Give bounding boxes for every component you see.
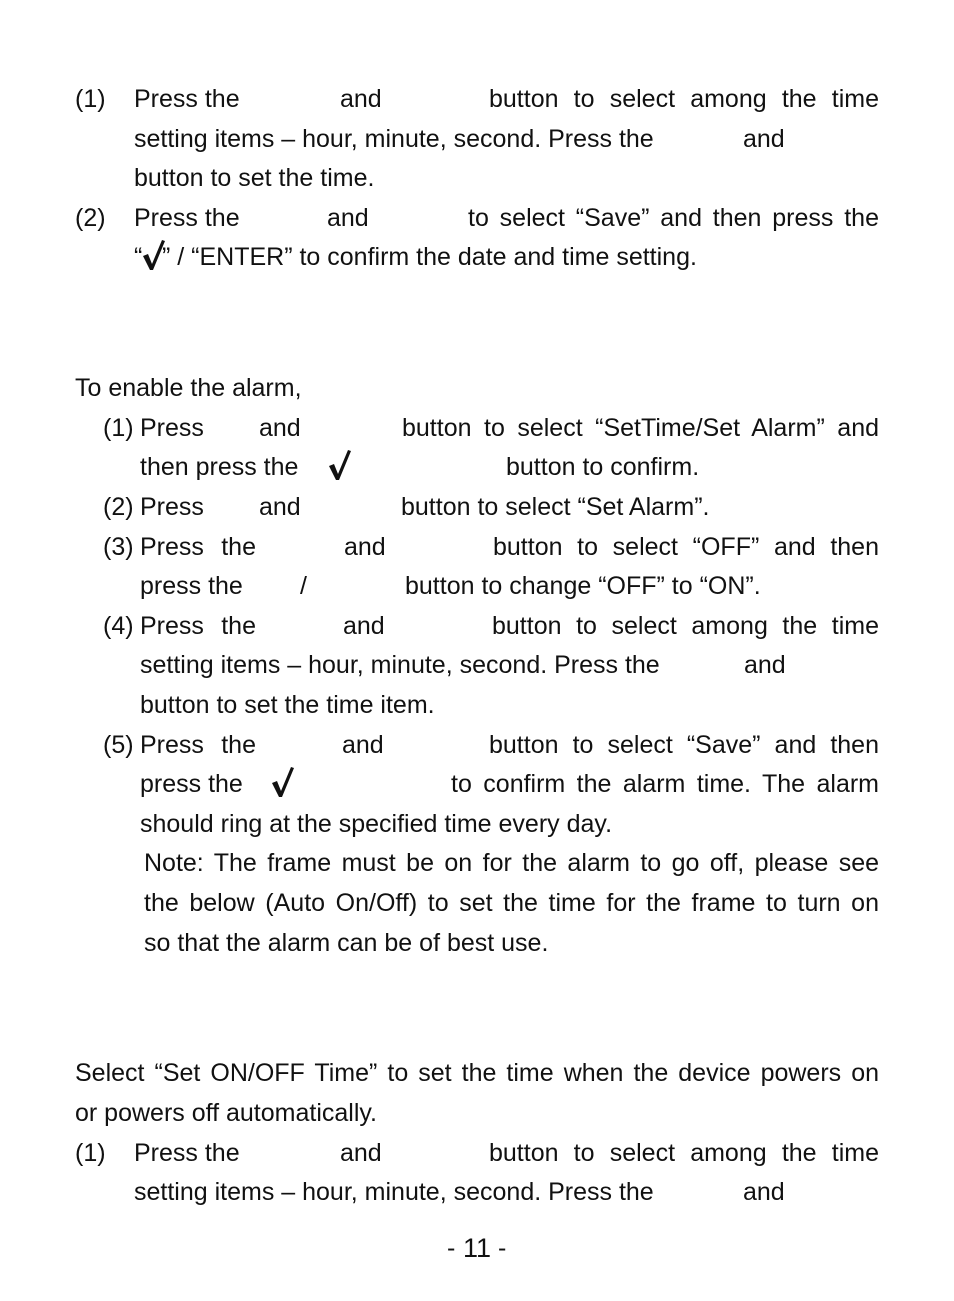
text-run: to confirm the alarm time. The alarm <box>451 770 879 798</box>
text-run: Press the <box>134 1139 240 1167</box>
text-line <box>103 730 879 760</box>
check-icon <box>326 448 352 482</box>
text-run: button to select among the time <box>489 85 879 113</box>
text-run: setting items – hour, minute, second. Press the <box>134 1178 654 1206</box>
note-text: so that the alarm can be of best use. <box>144 929 549 957</box>
text-run: then press the <box>140 453 299 481</box>
text-run: setting items – hour, minute, second. Press the <box>134 125 654 153</box>
step-number: (4) <box>103 612 134 640</box>
text-run: and <box>259 493 301 521</box>
note-text: the below (Auto On/Off) to set the time for the frame to turn on <box>144 889 879 917</box>
text-line <box>144 848 879 878</box>
text-run: and <box>743 125 785 153</box>
text-run: button to select among the time <box>489 1139 879 1167</box>
text-run: Press the <box>140 731 256 759</box>
text-run: and <box>343 612 385 640</box>
text-line <box>140 769 879 799</box>
text-run: ” / “ENTER” to confirm the date and time setting. <box>162 243 697 271</box>
text-run: Press <box>140 493 204 521</box>
text-run: / <box>300 572 307 600</box>
text-run: should ring at the specified time every day. <box>140 810 613 838</box>
text-run: setting items – hour, minute, second. Press the <box>140 651 660 679</box>
text-run: Press the <box>134 204 240 232</box>
check-icon <box>269 765 295 799</box>
text-run: press the <box>140 770 243 798</box>
text-run: button to select “OFF” and then <box>493 533 879 561</box>
text-run: button to set the time item. <box>140 691 435 719</box>
text-run: button to set the time. <box>134 164 375 192</box>
step-number: (3) <box>103 533 134 561</box>
text-run: and <box>344 533 386 561</box>
text-run: button to change “OFF” to “ON”. <box>405 572 761 600</box>
text-run: button to confirm. <box>506 453 700 481</box>
text-run: button to select “Save” and then <box>489 731 879 759</box>
text-run: and <box>327 204 369 232</box>
text-run: Press the <box>140 612 256 640</box>
step-number: (2) <box>103 493 134 521</box>
page-number-dash: - <box>498 1234 507 1262</box>
step-number: (2) <box>75 204 106 232</box>
text-line <box>75 1138 879 1168</box>
text-run: button to select among the time <box>492 612 879 640</box>
text-run: Press <box>140 414 204 442</box>
text-run: Select “Set ON/OFF Time” to set the time when the device powers on <box>75 1059 879 1087</box>
text-run: and <box>340 1139 382 1167</box>
text-line <box>75 84 879 114</box>
text-line <box>103 413 879 443</box>
text-run: and <box>743 1178 785 1206</box>
step-number: (1) <box>103 414 134 442</box>
text-run: or powers off automatically. <box>75 1099 377 1127</box>
note-text: Note: The frame must be on for the alarm to go off, please see <box>144 849 879 877</box>
step-number: (1) <box>75 85 106 113</box>
text-run: button to select “Set Alarm”. <box>401 493 710 521</box>
text-line <box>75 203 879 233</box>
text-run: press the <box>140 572 243 600</box>
step-number: (1) <box>75 1139 106 1167</box>
text-run: To enable the alarm, <box>75 374 302 402</box>
text-line <box>103 611 879 641</box>
step-number: (5) <box>103 731 134 759</box>
text-run: Press the <box>134 85 240 113</box>
text-run: and <box>340 85 382 113</box>
page-number-value: 11 <box>463 1233 492 1263</box>
text-run: and <box>342 731 384 759</box>
text-line <box>75 1058 879 1088</box>
text-run: and <box>259 414 301 442</box>
text-run: button to select “SetTime/Set Alarm” and <box>402 414 879 442</box>
text-run: Press the <box>140 533 256 561</box>
text-line <box>144 888 879 918</box>
text-run: and <box>744 651 786 679</box>
text-run: to select “Save” and then press the <box>468 204 879 232</box>
text-line <box>103 532 879 562</box>
page-number-dash: - <box>447 1234 456 1262</box>
text-run: “ <box>134 243 143 271</box>
